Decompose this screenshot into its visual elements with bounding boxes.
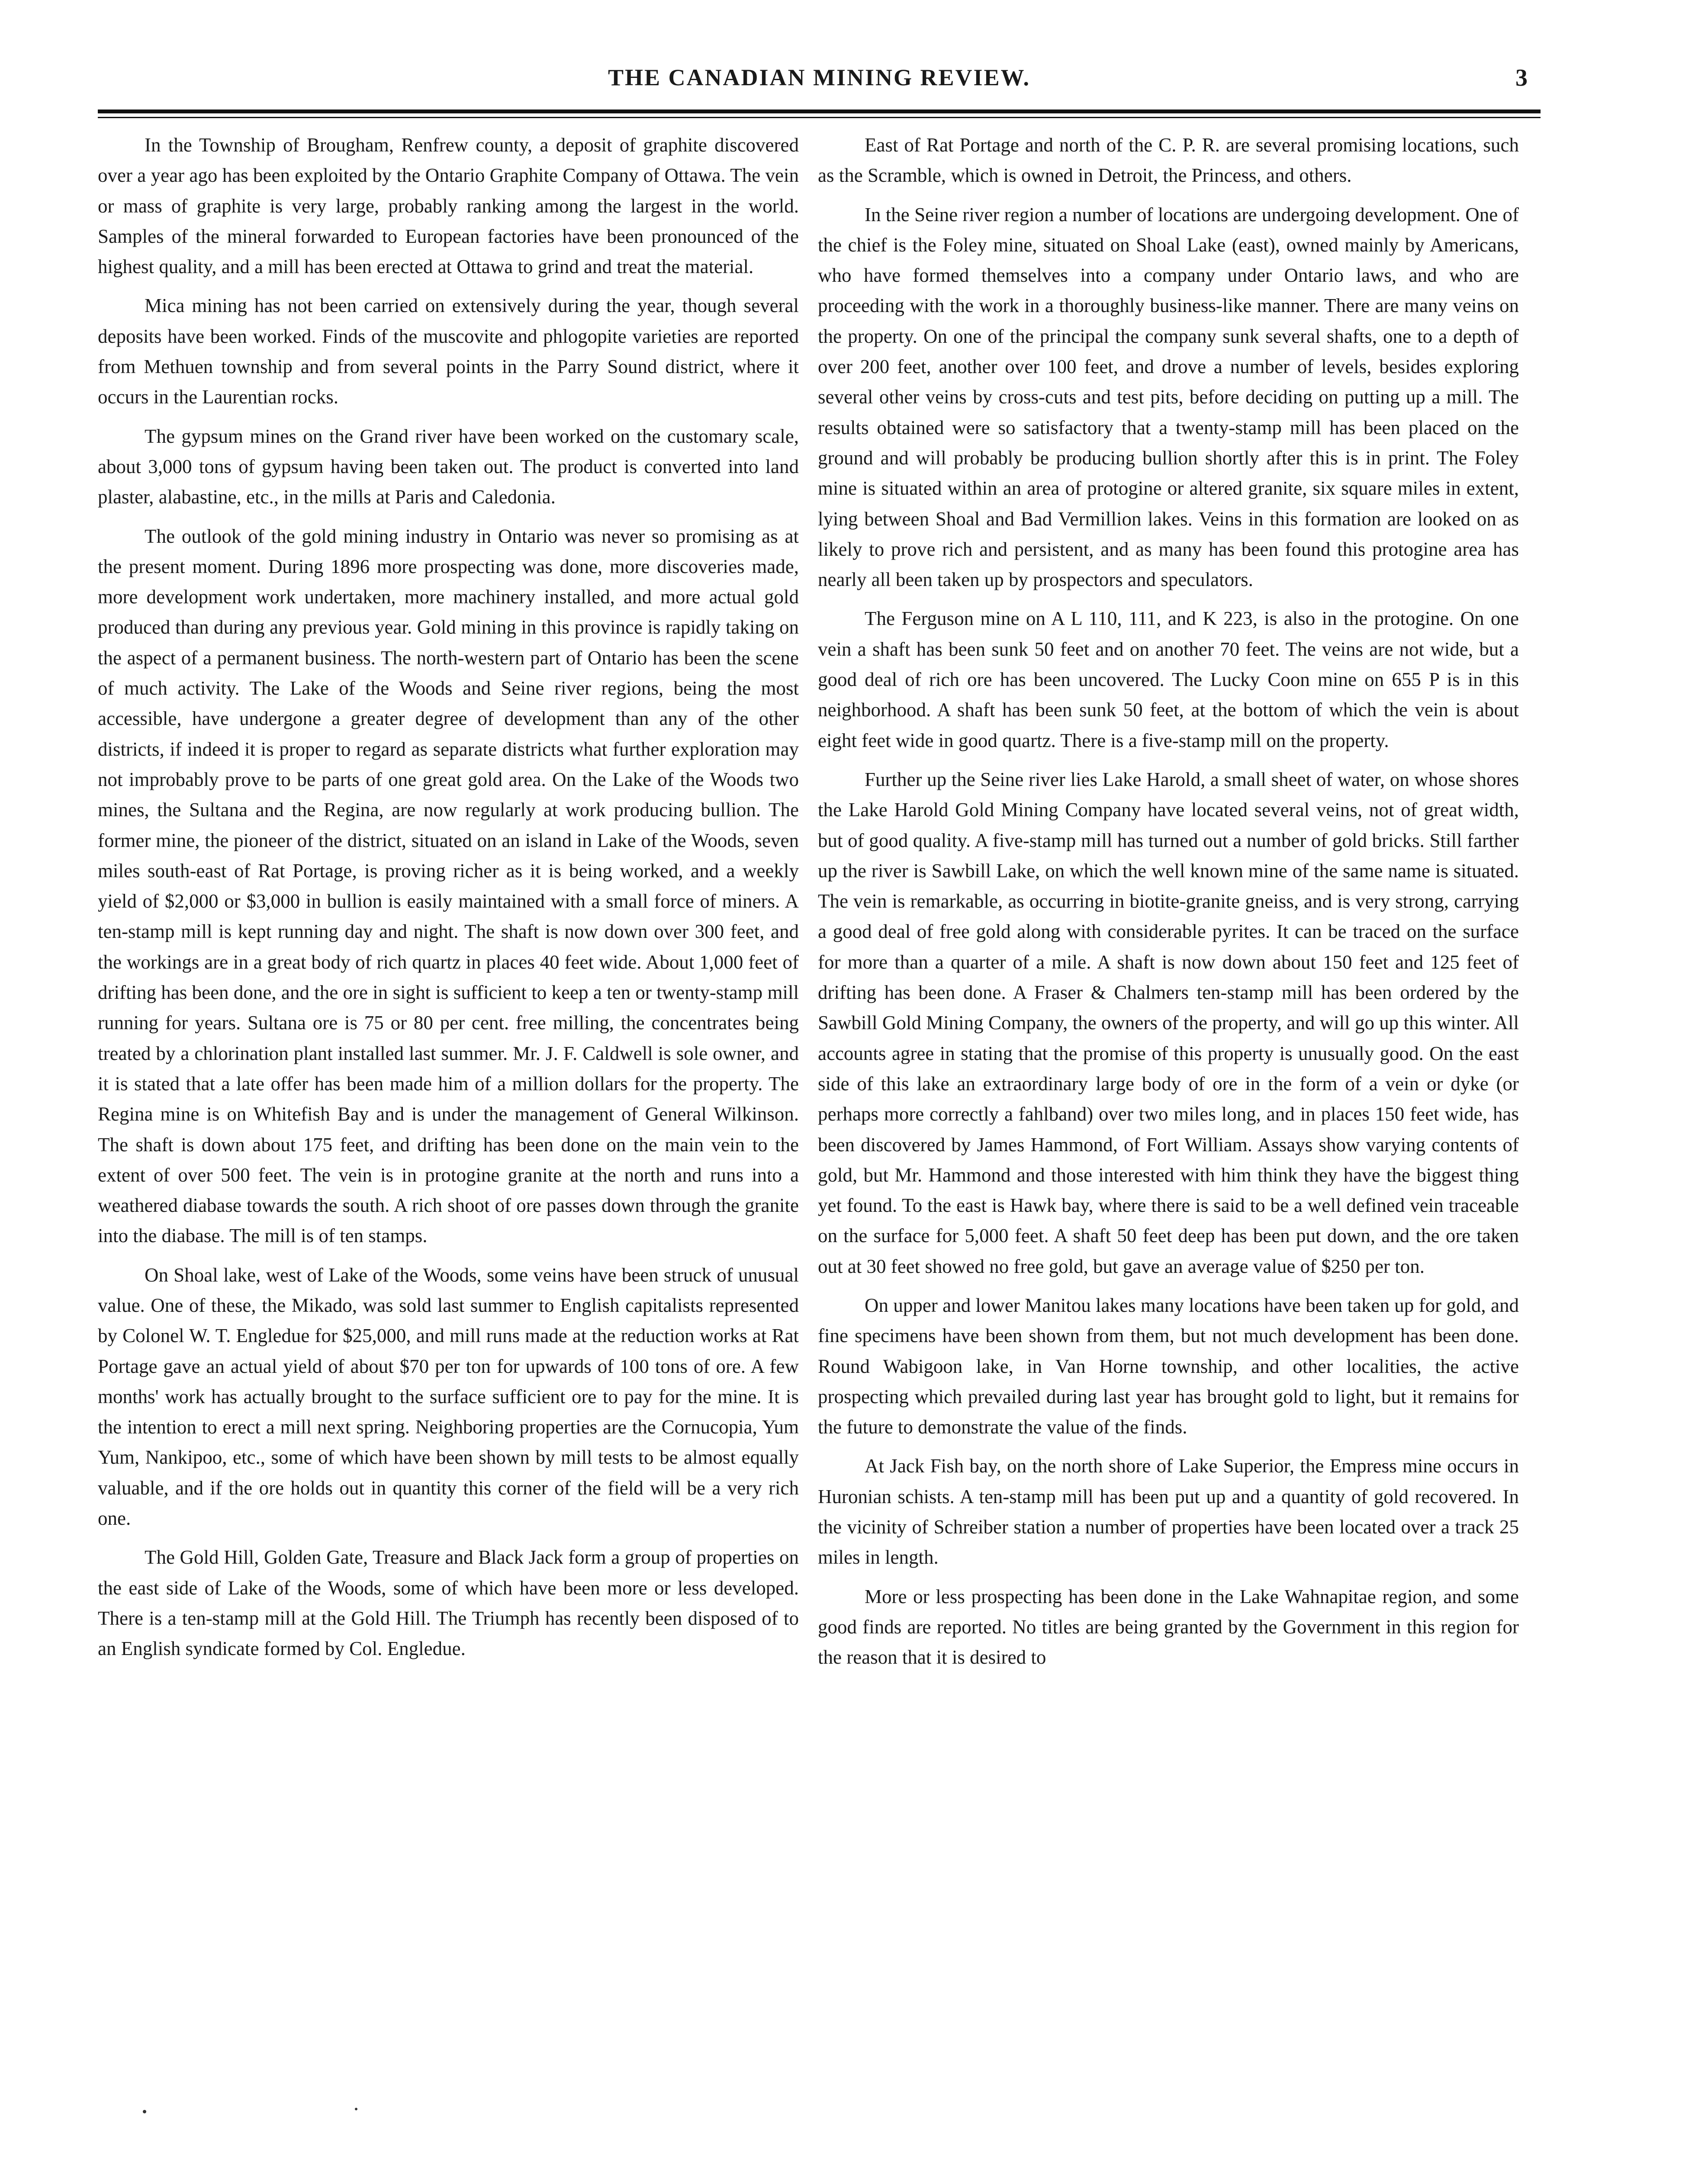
right-column xyxy=(818,130,1519,1681)
paragraph-rat-portage: East of Rat Portage and north of the C. P. R. are several promising locations, such as the Scramble, which is owned in Detroit, the Princess, and others. xyxy=(818,134,1519,187)
running-header xyxy=(98,64,1541,103)
paragraph-graphite: In the Township of Brougham, Renfrew county, a deposit of graphite discovered over a year ago has been exploited by the Ontario Graphite Company of Ottawa. The vein or mass of graphite is very large, probably ranking among the largest in the world. Samples of the mineral forwarded to European factories have been pronounced of the highest quality, and a mill has been erected at Ottawa to grind and treat the material. xyxy=(98,134,799,278)
paragraph-ferguson-mine: The Ferguson mine on A L 110, 111, and K 223, is also in the protogine. On one vein a shaft has been sunk 50 feet and on another 70 feet. The veins are not wide, but a good deal of rich ore has been uncovered. The Lucky Coon mine on 655 P is in this neighborhood. A shaft has been sunk 50 feet, at the bottom of which the vein is about eight feet wide in good quartz. There is a five-stamp mill on the property. xyxy=(818,608,1519,751)
paragraph-wahnapitae: More or less prospecting has been done in the Lake Wahnapitae region, and some good finds are reported. No titles are being granted by the Government in this region for the reason that it is desired to xyxy=(818,1585,1519,1668)
journal-title: THE CANADIAN MINING REVIEW. xyxy=(608,64,1031,90)
page-number: 3 xyxy=(1515,64,1528,91)
paragraph-lake-harold: Further up the Seine river lies Lake Harold, a small sheet of water, on whose shores the Lake Harold Gold Mining Company have located several veins, not of great width, but of good quality. A five-stamp mill has turned out a number of gold bricks. Still farther up the river is Sawbill Lake, on which the well known mine of the same name is situated. The vein is remarkable, as occurring in biotite-granite gneiss, and is very strong, carrying a good deal of free gold along with considerable pyrites. It can be traced on the surface for more than a quarter of a mile. A shaft is now down about 150 feet and 125 feet of drifting has been done. A Fraser & Chalmers ten-stamp mill has been ordered by the Sawbill Gold Mining Company, the owners of the property, and will go up this winter. All accounts agree in stating that the promise of this property is unusually good. On the east side of this lake an extraordinary large body of ore in the form of a vein or dyke (or perhaps more correctly a fahlband) over two miles long, and in places 150 feet wide, has been discovered by James Hammond, of Fort William. Assays show varying contents of gold, but Mr. Hammond and those interested with him think they have the biggest thing yet found. To the east is Hawk bay, where there is said to be a well defined vein traceable on the surface for 5,000 feet. A shaft 50 feet deep has been put down, and the ore taken out at 30 feet showed no free gold, but gave an average value of $250 per ton. xyxy=(818,768,1519,1277)
paragraph-jack-fish-bay: At Jack Fish bay, on the north shore of Lake Superior, the Empress mine occurs in Huronian schists. A ten-stamp mill has been put up and a quantity of gold recovered. In the vicinity of Schreiber station a number of properties have been located over a track 25 miles in length. xyxy=(818,1455,1519,1568)
paragraph-seine-river: In the Seine river region a number of locations are undergoing development. One of the chief is the Foley mine, situated on Shoal Lake (east), owned mainly by Americans, who have formed themselves into a company under Ontario laws, and who are proceeding with the work in a thoroughly business-like manner. There are many veins on the property. On one of the principal the company sunk several shafts, one to a depth of over 200 feet, another over 100 feet, and drove a number of levels, besides exploring several other veins by cross-cuts and test pits, before deciding on putting up a mill. The results obtained were so satisfactory that a twenty-stamp mill has been placed on the ground and will probably be producing bullion shortly after this is in print. The Foley mine is situated within an area of protogine or altered granite, six square miles in extent, lying between Shoal and Bad Vermillion lakes. Veins in this formation are looked on as likely to prove rich and persistent, and as many has been found this protogine area has nearly all been taken up by prospectors and speculators. xyxy=(818,203,1519,591)
paragraph-gold-outlook: The outlook of the gold mining industry in Ontario was never so promising as at the present moment. During 1896 more prospecting was done, more discoveries made, more development work undertaken, more machinery installed, and more actual gold produced than during any previous year. Gold mining in this province is rapidly taking on the aspect of a permanent business. The north-western part of Ontario has been the scene of much activity. The Lake of the Woods and Seine river regions, being the most accessible, have undergone a greater degree of development than any of the other districts, if indeed it is proper to regard as separate districts what further exploration may not improbably prove to be parts of one great gold area. On the Lake of the Woods two mines, the Sultana and the Regina, are now regularly at work producing bullion. The former mine, the pioneer of the district, situated on an island in Lake of the Woods, seven miles south-east of Rat Portage, is proving richer as it is being worked, and a weekly yield of $2,000 or $3,000 in bullion is easily maintained with a small force of miners. A ten-stamp mill is kept running day and night. The shaft is now down over 300 feet, and the workings are in a great body of rich quartz in places 40 feet wide. About 1,000 feet of drifting has been done, and the ore in sight is sufficient to keep a ten or twenty-stamp mill running for years. Sultana ore is 75 or 80 per cent. free milling, the concentrates being treated by a chlorination plant installed last summer. Mr. J. F. Caldwell is sole owner, and it is stated that a late offer has been made him of a million dollars for the property. The Regina mine is on Whitefish Bay and is under the management of General Wilkinson. The shaft is down about 175 feet, and drifting has been done on the main vein to the extent of over 500 feet. The vein is in protogine granite at the north and runs into a weathered diabase towards the south. A rich shoot of ore passes down through the granite into the diabase. The mill is of ten stamps. xyxy=(98,525,799,1247)
print-speck xyxy=(143,2110,146,2113)
paragraph-shoal-lake: On Shoal lake, west of Lake of the Woods, some veins have been struck of unusual value. One of these, the Mikado, was sold last summer to English capitalists represented by Colonel W. T. Engledue for $25,000, and mill runs made at the reduction works at Rat Portage gave an actual yield of about $70 per ton for upwards of 100 tons of ore. A few months' work has actually brought to the surface sufficient ore to pay for the mine. It is the intention to erect a mill next spring. Neighboring properties are the Cornucopia, Yum Yum, Nankipoo, etc., some of which have been shown by mill tests to be almost equally valuable, and if the ore holds out in quantity this corner of the field will be a very rich one. xyxy=(98,1264,799,1530)
paragraph-gypsum: The gypsum mines on the Grand river have been worked on the customary scale, about 3,000 tons of gypsum having been taken out. The product is converted into land plaster, alabastine, etc., in the mills at Paris and Caledonia. xyxy=(98,425,799,508)
paragraph-manitou-lakes: On upper and lower Manitou lakes many locations have been taken up for gold, and fine specimens have been shown from them, but not much development has been done. Round Wabigoon lake, in Van Horne township, and other localities, the active prospecting which prevailed during last year has brought gold to light, but it remains for the future to demonstrate the value of the finds. xyxy=(818,1294,1519,1438)
print-speck xyxy=(355,2108,357,2110)
paragraph-mica: Mica mining has not been carried on extensively during the year, though several deposits have been worked. Finds of the muscovite and phlogopite varieties are reported from Methuen township and from several points in the Parry Sound district, where it occurs in the Laurentian rocks. xyxy=(98,295,799,408)
left-column xyxy=(98,130,799,1673)
paragraph-gold-hill: The Gold Hill, Golden Gate, Treasure and Black Jack form a group of properties on the east side of Lake of the Woods, some of which have been more or less developed. There is a ten-stamp mill at the Gold Hill. The Triumph has recently been disposed of to an English syndicate formed by Col. Engledue. xyxy=(98,1546,799,1660)
header-rule-thin xyxy=(98,117,1541,118)
header-rule-thick xyxy=(98,109,1541,113)
